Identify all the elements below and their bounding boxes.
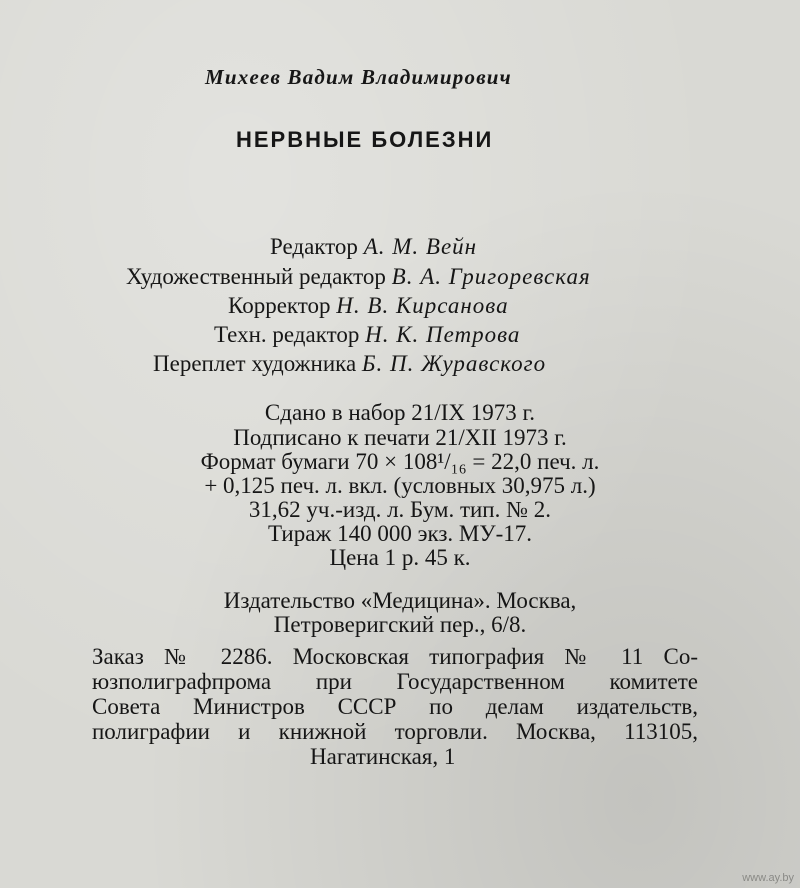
order-line: Заказ № 2286. Московская типография № 11 Со- [92,644,698,669]
print-info-line: Тираж 140 000 экз. МУ-17. [267,521,533,546]
credit-role: Корректор [228,293,331,318]
print-info-line: Цена 1 р. 45 к. [329,545,471,570]
book-title: НЕРВНЫЕ БОЛЕЗНИ [236,127,494,152]
credit-tech-editor [214,322,520,348]
print-info-line: Сдано в набор 21/IX 1973 г. [264,400,536,425]
credit-name: Н. К. Петрова [365,322,521,347]
print-info-line: 31,62 уч.-изд. л. Бум. тип. № 2. [248,497,552,522]
credit-name: В. А. Григоревская [391,264,591,289]
credit-role: Редактор [270,234,358,259]
credit-proofreader [228,293,509,319]
credit-art-editor [126,264,591,290]
order-line: Совета Министров СССР по делам издательств, [92,694,698,719]
order-line: Нагатинская, 1 [310,744,456,769]
print-info-line: Подписано к печати 21/XII 1973 г. [233,425,567,450]
credit-name: Б. П. Журавского [361,351,547,376]
publisher-line: Петроверигский пер., 6/8. [273,612,527,637]
site-watermark: www.ay.by [742,872,794,884]
credit-name: А. М. Вейн [363,234,478,259]
credit-role: Переплет художника [153,351,357,376]
print-info-line: Формат бумаги 70 × 108¹/₁₆ = 22,0 печ. л. [200,449,600,474]
order-line: полиграфии и книжной торговли. Москва, 113105, [92,719,698,744]
credit-editor [270,234,477,260]
credit-role: Художественный редактор [126,264,386,289]
credit-name: Н. В. Кирсанова [336,293,509,318]
publisher-line: Издательство «Медицина». Москва, [223,588,577,613]
credit-role: Техн. редактор [214,322,360,347]
order-line: юзполиграфпрома при Государственном комитете [92,669,698,694]
credit-binding-artist [153,351,546,377]
author-name: Михеев Вадим Владимирович [205,65,512,89]
print-info-line: + 0,125 печ. л. вкл. (условных 30,975 л.) [204,473,596,498]
